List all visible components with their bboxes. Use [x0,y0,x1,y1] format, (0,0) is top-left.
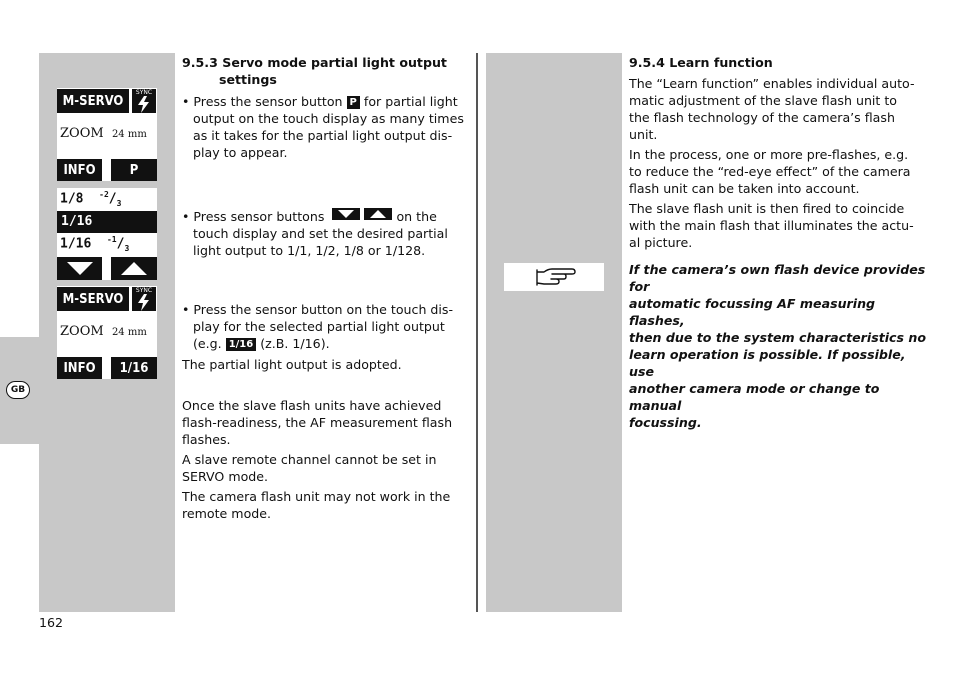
arrow-up-button[interactable] [111,257,157,280]
pointing-hand-icon [534,266,578,288]
triangle-up-icon [121,262,147,275]
paragraph-flash-readiness: Once the slave flash units have achieved flash-readiness, the AF measurement flash flashes. [182,398,453,447]
right-sidebar-column [486,53,622,612]
sync-flash-icon: SYNC [132,89,156,113]
info-button[interactable]: INFO [57,357,102,379]
triangle-down-icon [67,262,93,275]
p-button[interactable]: P [111,159,157,181]
section-heading-9-5-3: 9.5.3 Servo mode partial light output settings [182,55,447,87]
paragraph-remote-channel: A slave remote channel cannot be set in SERVO mode. [182,452,437,484]
learn-paragraph-3: The slave flash unit is then fired to coincide with the main flash that illuminates the actu- al picture. [629,201,914,250]
value-row-selected: 1/16 [57,211,157,233]
step-1: • Press the sensor button P for partial light output on the touch display as many times as it takes for the partial light output dis- play to appear. [182,94,464,160]
learn-paragraph-2: In the process, one or more pre-flashes, e.g. to reduce the “red-eye effect” of the camera flash unit can be taken into account. [629,147,911,196]
down-arrow-icon [332,208,360,220]
arrow-down-button[interactable] [57,257,102,280]
language-badge: GB [6,381,30,399]
column-divider [476,53,478,612]
section-heading-9-5-4: 9.5.4 Learn function [629,55,773,70]
value-row-3: 1/16 $^{-1}/_3$ [60,235,130,253]
zoom-readout: ZOOM 24 mm [60,126,147,141]
step-3: • Press the sensor button on the touch dis- play for the selected partial light output (e.g. 1/16 (z.B. 1/16). [182,302,454,351]
sync-flash-icon: SYNC [132,287,156,311]
note-box [504,263,604,291]
value-row-1: 1/8 $^{-2}/_3$ [60,190,122,208]
adopted-text: The partial light output is adopted. [182,357,402,372]
mode-label: M-SERVO [57,89,129,113]
value-inline-icon: 1/16 [226,338,257,351]
mode-label: M-SERVO [57,287,129,311]
p-inline-icon: P [347,96,360,109]
page-number: 162 [39,615,64,630]
info-button[interactable]: INFO [57,159,102,181]
paragraph-remote-mode: The camera flash unit may not work in the remote mode. [182,489,451,521]
step-2: • Press sensor buttons on the touch display and set the desired partial light output to 1/1, 1/2, 1/8 or 1/128. [182,209,448,258]
partial-value-button[interactable]: 1/16 [111,357,157,379]
zoom-readout: ZOOM 24 mm [60,324,147,339]
learn-paragraph-1: The “Learn function” enables individual auto- matic adjustment of the slave flash unit to the flash technology of the camera’s flash unit. [629,76,915,142]
learn-note: If the camera’s own flash device provides for automatic focussing AF measuring flashes, then due to the system characteristics no learn operation is possible. If possible, use another camera mode or change to manual focussing. [629,262,927,430]
up-arrow-icon [364,208,392,220]
